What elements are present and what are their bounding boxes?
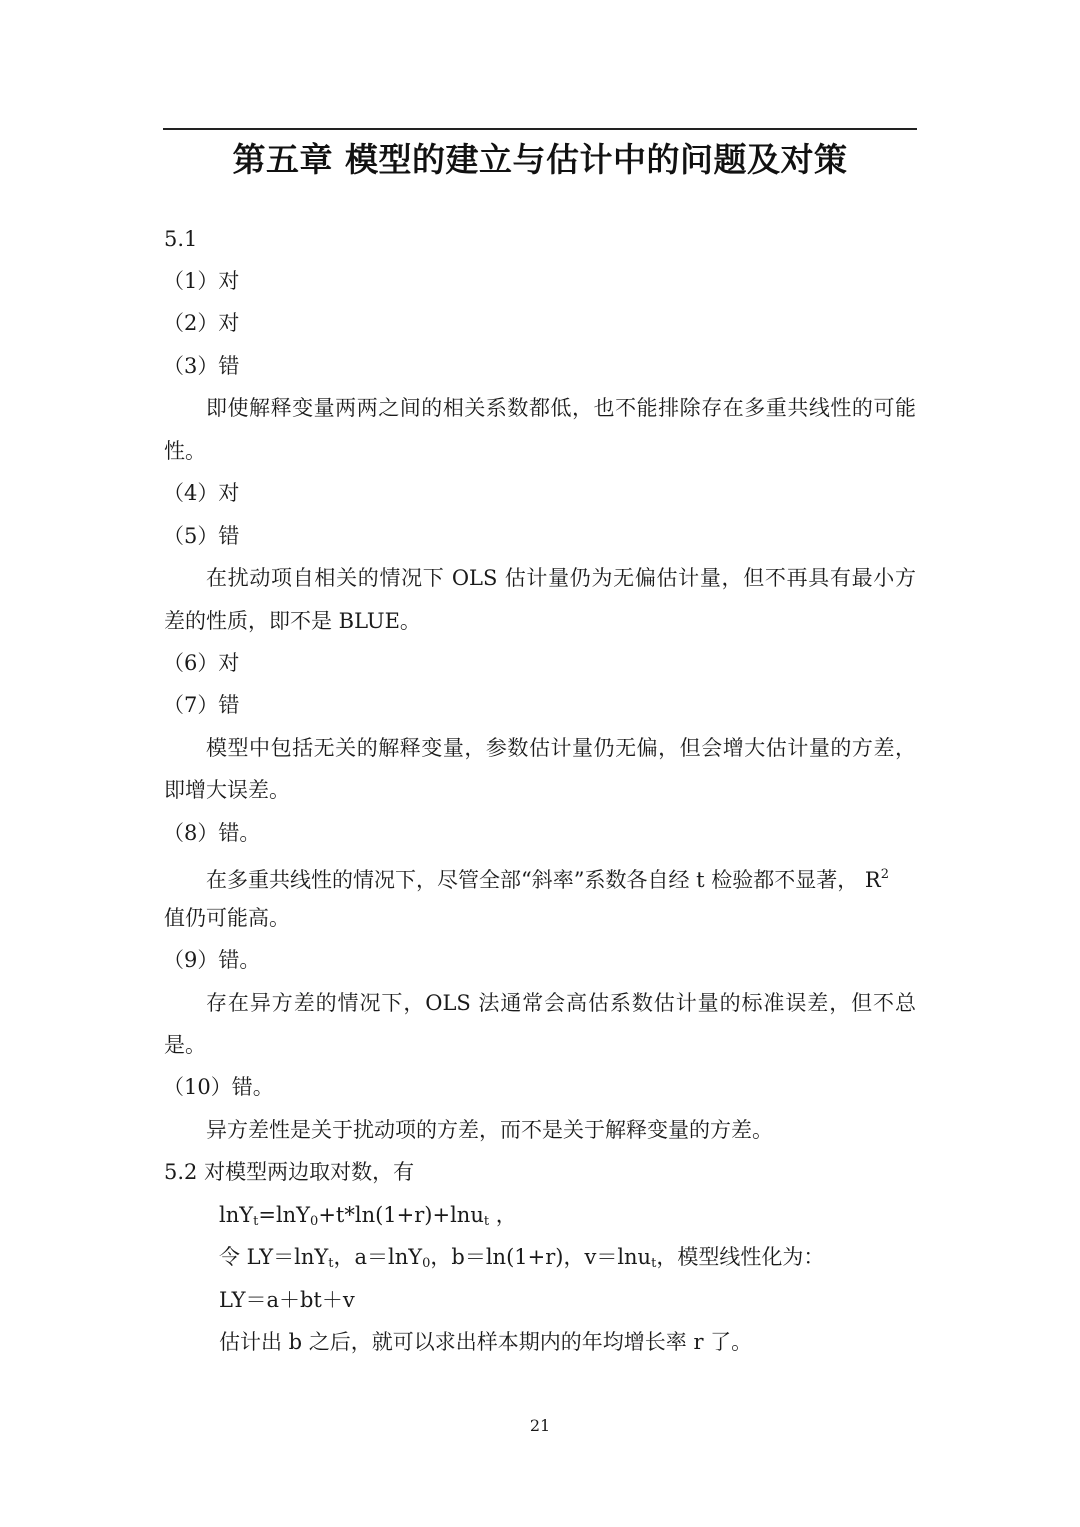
answer-item-10: （10）错。 <box>163 1075 274 1099</box>
linear-model-formula: LY＝a＋bt＋v <box>219 1288 355 1312</box>
item-5-explanation-line-1: 在扰动项自相关的情况下 OLS 估计量仍为无偏估计量，但不再具有最小方 <box>206 566 916 590</box>
answer-item-9: （9）错。 <box>163 948 261 972</box>
header-rule <box>163 128 917 130</box>
answer-item-8: （8）错。 <box>163 821 261 845</box>
item-3-explanation-line-1: 即使解释变量两两之间的相关系数都低，也不能排除存在多重共线性的可能 <box>206 396 916 420</box>
log-model-formula: lnY$_t$=lnY$_0$+t*ln(1+r)+lnu$_t$ ， <box>219 1203 517 1229</box>
item-5-explanation-line-2: 差的性质，即不是 BLUE。 <box>164 609 421 633</box>
page-number: 21 <box>529 1416 551 1435</box>
answer-item-1: （1）对 <box>163 269 240 293</box>
item-8-explanation-line-1 <box>206 860 916 895</box>
answer-item-7: （7）错 <box>163 693 240 717</box>
section-5-2-heading: 5.2 对模型两边取对数，有 <box>164 1160 415 1184</box>
r-squared-superscript: 2 <box>880 867 890 882</box>
item-8-explanation-line-2: 值仍可能高。 <box>164 906 290 930</box>
item-9-explanation-line-1: 存在异方差的情况下，OLS 法通常会高估系数估计量的标准误差，但不总 <box>206 991 916 1015</box>
item-7-explanation-line-2: 即增大误差。 <box>164 778 290 802</box>
answer-item-4: （4）对 <box>163 481 240 505</box>
item-9-explanation-line-2: 是。 <box>164 1033 206 1057</box>
chapter-title: 第五章 模型的建立与估计中的问题及对策 <box>232 140 848 179</box>
answer-item-5: （5）错 <box>163 524 240 548</box>
item-7-explanation-line-1: 模型中包括无关的解释变量，参数估计量仍无偏，但会增大估计量的方差， <box>206 736 916 760</box>
section-5-1-heading: 5.1 <box>164 227 198 251</box>
growth-rate-note: 估计出 b 之后，就可以求出样本期内的年均增长率 r 了。 <box>219 1330 753 1354</box>
variable-substitution: 令 LY＝lnY$_t$，a＝lnY$_0$，b＝ln(1+r)，v＝lnu$_t$，模型线性化为： <box>219 1245 825 1271</box>
item-3-explanation-line-2: 性。 <box>164 439 206 463</box>
item-10-explanation: 异方差性是关于扰动项的方差，而不是关于解释变量的方差。 <box>206 1118 773 1142</box>
answer-item-3: （3）错 <box>163 354 240 378</box>
answer-item-2: （2）对 <box>163 311 240 335</box>
answer-item-6: （6）对 <box>163 651 240 675</box>
item-8-explanation-text: 在多重共线性的情况下，尽管全部“斜率”系数各自经 t 检验都不显著， R <box>206 868 881 892</box>
